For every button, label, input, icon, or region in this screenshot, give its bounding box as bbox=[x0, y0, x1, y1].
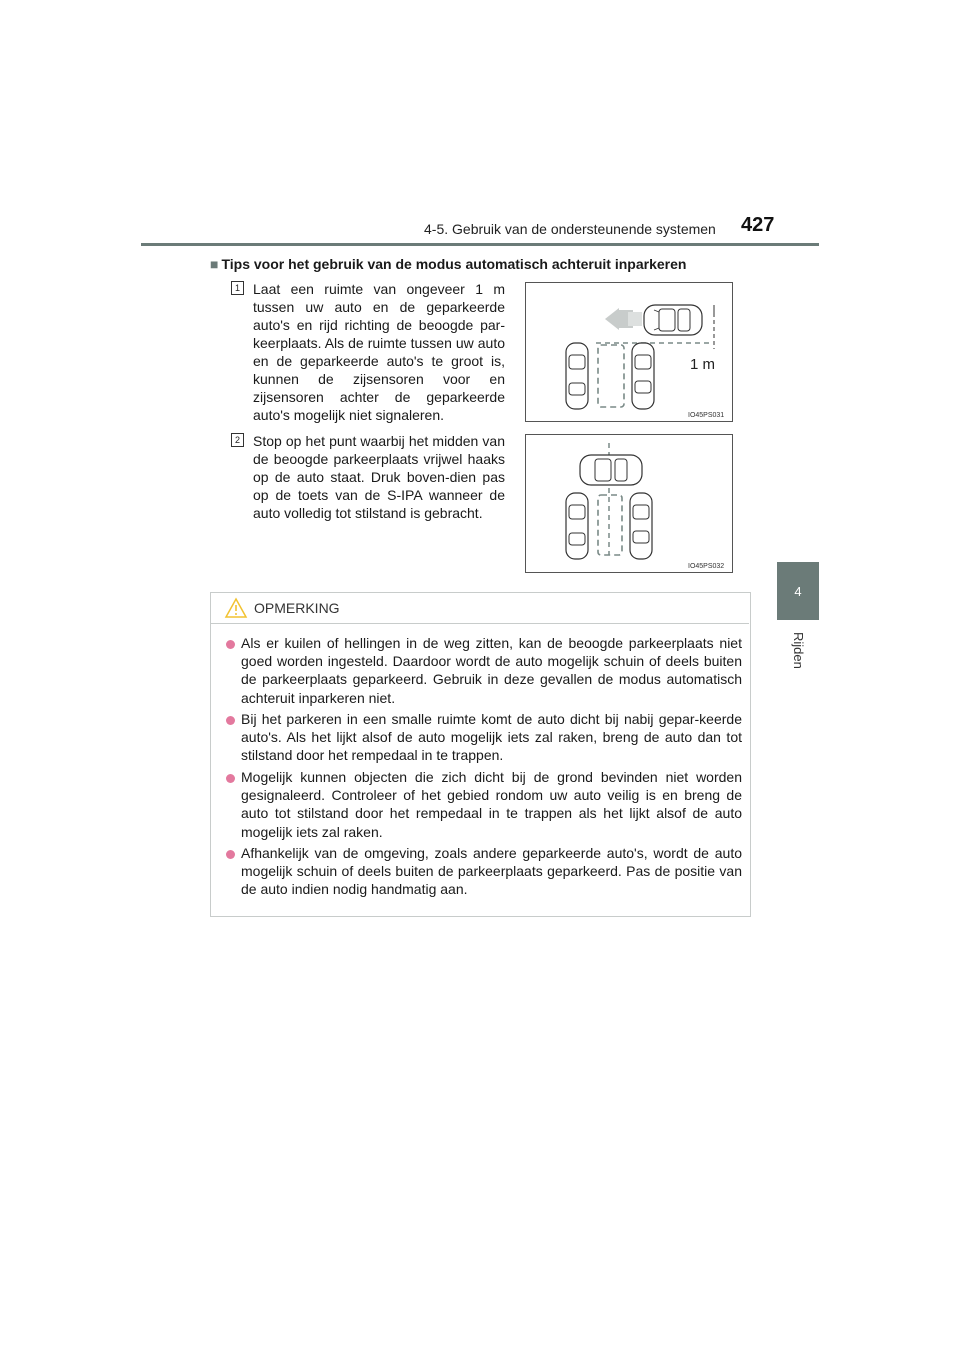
note-item: Mogelijk kunnen objecten die zich dicht bij de grond bevinden niet worden gesignaleerd. Controleer of het gebied rondom uw auto veilig is en breng de auto tot stilstand door het rempedaal in te trappen als het lijkt alsof de auto mogelijk iets zal raken. bbox=[241, 769, 742, 840]
warning-triangle-icon bbox=[224, 597, 248, 619]
bullet-dot-icon bbox=[226, 774, 235, 783]
parked-car-left-icon bbox=[566, 343, 588, 409]
step-number-badge: 2 bbox=[231, 433, 244, 447]
target-parking-space bbox=[598, 495, 622, 555]
distance-label: 1 m bbox=[690, 356, 716, 373]
parked-car-right-icon bbox=[632, 343, 654, 409]
chapter-label: Rijden bbox=[791, 632, 806, 669]
page-number: 427 bbox=[741, 214, 775, 236]
bullet-dot-icon bbox=[226, 850, 235, 859]
figure-step-1 bbox=[525, 282, 733, 422]
heading-square-marker: ■ bbox=[210, 256, 219, 272]
target-parking-space bbox=[598, 345, 624, 407]
parking-diagram-2 bbox=[526, 435, 732, 572]
step-number-badge: 1 bbox=[231, 281, 244, 295]
header-divider bbox=[141, 243, 819, 246]
step-2-text: Stop op het punt waarbij het midden van de beoogde parkeerplaats vrijwel haaks op de auto staat. Druk boven-dien pas op de toets van de S-IPA wanneer de auto volledig tot stilstand is gebracht. bbox=[253, 433, 505, 521]
note-item: Bij het parkeren in een smalle ruimte komt de auto dicht bij nabij gepar-keerde auto's. Als het lijkt alsof de auto mogelijk iets zal raken, breng de auto dan tot stilstand door het rempedaal in te trappen. bbox=[241, 711, 742, 764]
step-1-text: Laat een ruimte van ongeveer 1 m tussen uw auto en de geparkeerde auto's en rijd richting de beoogde par-keerplaats. Als de ruimte tussen uw auto en de geparkeerde auto's te groot is, kunnen de zijsensoren voor en zijsensoren achter de geparkeerde auto's mogelijk niet signaleren. bbox=[253, 281, 505, 423]
chapter-number: 4 bbox=[794, 583, 802, 599]
parking-diagram-1 bbox=[526, 283, 732, 421]
parked-car-right-icon bbox=[630, 493, 652, 559]
running-header-section-title: 4-5. Gebruik van de ondersteunende systemen bbox=[424, 221, 716, 237]
note-item: Afhankelijk van de omgeving, zoals andere geparkeerde auto's, wordt de auto mogelijk schuin of deels buiten de parkeerplaats geparkeerd. Pas de positie van de auto indien nodig handmatig aan. bbox=[241, 845, 742, 898]
figure-code: IO45PS032 bbox=[688, 563, 725, 570]
section-heading bbox=[210, 256, 686, 272]
parked-car-left-icon bbox=[566, 493, 588, 559]
moving-car-icon bbox=[644, 305, 702, 335]
chapter-tab bbox=[777, 562, 819, 620]
figure-step-2 bbox=[525, 434, 733, 573]
note-title: OPMERKING bbox=[254, 600, 340, 616]
bullet-dot-icon bbox=[226, 640, 235, 649]
bullet-dot-icon bbox=[226, 716, 235, 725]
figure-code: IO45PS031 bbox=[688, 412, 725, 419]
direction-arrow-icon bbox=[605, 308, 642, 330]
section-heading-text: Tips voor het gebruik van de modus automatisch achteruit inparkeren bbox=[221, 256, 687, 272]
note-item: Als er kuilen of hellingen in de weg zitten, kan de beoogde parkeerplaats niet goed worden ingesteld. Daardoor wordt de auto mogelijk schuin of deels buiten de parkeerplaats geparkeerd. Gebruik in deze gevallen de modus automatisch achteruit inparkeren niet. bbox=[241, 635, 742, 706]
stopped-car-icon bbox=[580, 455, 642, 485]
